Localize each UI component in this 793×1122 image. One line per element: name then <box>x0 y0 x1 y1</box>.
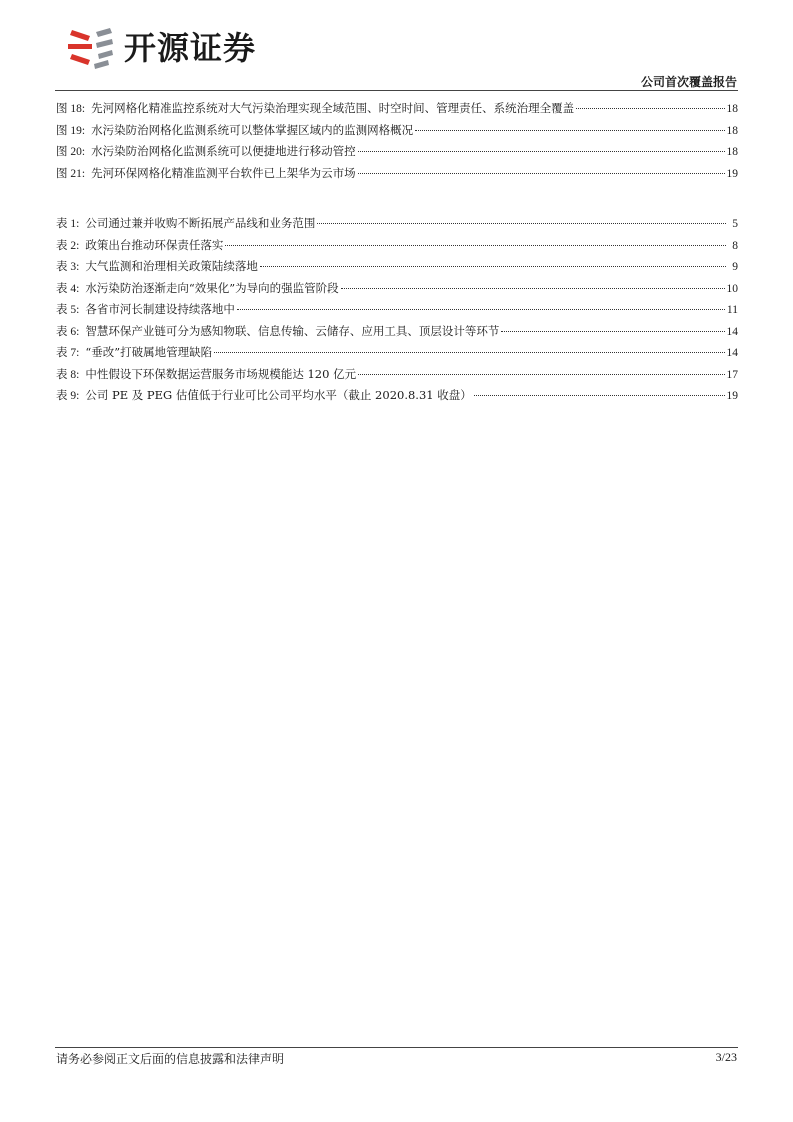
header-divider <box>55 90 738 91</box>
logo-mark-icon <box>66 26 116 70</box>
toc-figure-item[interactable] <box>56 165 738 187</box>
toc-figure-title: 水污染防治网格化监测系统可以便捷地进行移动管控 <box>91 144 356 158</box>
toc-table-page: 14 <box>726 325 738 338</box>
toc-figure-page: 18 <box>726 103 738 115</box>
toc-table-title: “垂改”打破属地管理缺陷 <box>85 345 213 359</box>
dot-leader <box>341 288 725 289</box>
toc-figure-title: 水污染防治网格化监测系统可以整体掌握区域内的监测网格概况 <box>91 122 414 137</box>
footer-divider <box>55 1047 738 1048</box>
toc-table-label: 表 2: <box>56 239 80 252</box>
toc-table-title: 中性假设下环保数据运营服务市场规模能达 120 亿元 <box>85 366 357 381</box>
toc-figure-item[interactable] <box>56 100 738 122</box>
dot-leader <box>358 151 725 152</box>
report-type-label: 公司首次覆盖报告 <box>640 75 737 89</box>
toc-table-item[interactable] <box>56 323 738 345</box>
toc-table-title: 智慧环保产业链可分为感知物联、信息传输、云储存、应用工具、顶层设计等环节 <box>85 323 500 338</box>
toc-figure-label: 图 19: <box>56 124 86 137</box>
table-index <box>56 215 738 409</box>
toc-table-page: 19 <box>726 390 738 402</box>
dot-leader <box>225 245 726 246</box>
toc-figure-page: 18 <box>726 146 738 158</box>
toc-table-page: 14 <box>726 347 738 359</box>
toc-table-item[interactable] <box>56 344 738 366</box>
toc-table-label: 表 9: <box>56 390 80 402</box>
logo-text: 开源证券 <box>124 29 257 67</box>
toc-table-title: 大气监测和治理相关政策陆续落地 <box>85 259 258 273</box>
toc-table-page: 8 <box>732 239 738 252</box>
footer-disclaimer: 请务必参阅正文后面的信息披露和法律声明 <box>56 1052 285 1066</box>
toc-figure-label: 图 18: <box>56 103 86 115</box>
dot-leader <box>576 108 724 109</box>
figure-index <box>56 100 738 186</box>
dot-leader <box>260 266 726 267</box>
toc-table-page: 11 <box>726 304 738 316</box>
toc-table-item[interactable] <box>56 237 738 259</box>
toc-table-label: 表 3: <box>56 261 80 273</box>
toc-table-page: 9 <box>732 261 738 273</box>
toc-table-title: 政策出台推动环保责任落实 <box>85 237 224 252</box>
dot-leader <box>501 331 724 332</box>
toc-table-label: 表 6: <box>56 325 80 338</box>
toc-figure-label: 图 21: <box>56 167 86 180</box>
toc-table-title: 公司 PE 及 PEG 估值低于行业可比公司平均水平（截止 2020.8.31 收盘） <box>85 388 472 402</box>
toc-table-label: 表 5: <box>56 304 80 316</box>
toc-table-item[interactable] <box>56 301 738 323</box>
toc-table-page: 10 <box>726 282 738 295</box>
toc-table-item[interactable] <box>56 387 738 409</box>
toc-figure-item[interactable] <box>56 143 738 165</box>
dot-leader <box>358 173 725 174</box>
page-number: 3/23 <box>715 1050 737 1064</box>
toc-table-title: 各省市河长制建设持续落地中 <box>85 302 235 316</box>
toc-table-item[interactable] <box>56 215 738 237</box>
toc-table-title: 公司通过兼并收购不断拓展产品线和业务范围 <box>85 216 316 230</box>
toc-figure-item[interactable] <box>56 122 738 144</box>
toc-table-page: 5 <box>732 218 738 230</box>
toc-figure-title: 先河环保网格化精准监测平台软件已上架华为云市场 <box>91 165 356 180</box>
dot-leader <box>317 223 726 224</box>
dot-leader <box>415 130 724 131</box>
dot-leader <box>474 395 725 396</box>
toc-figure-page: 19 <box>726 167 738 180</box>
toc-table-item[interactable] <box>56 366 738 388</box>
dot-leader <box>237 309 725 310</box>
toc-table-page: 17 <box>726 368 738 381</box>
toc-table-item[interactable] <box>56 258 738 280</box>
toc-table-title: 水污染防治逐渐走向“效果化”为导向的强监管阶段 <box>85 280 339 295</box>
toc-figure-label: 图 20: <box>56 146 86 158</box>
company-logo <box>66 26 256 70</box>
toc-table-label: 表 7: <box>56 347 80 359</box>
toc-table-item[interactable] <box>56 280 738 302</box>
toc-table-label: 表 4: <box>56 282 80 295</box>
toc-figure-title: 先河网格化精准监控系统对大气污染治理实现全域范围、时空时间、管理责任、系统治理全覆盖 <box>91 101 575 115</box>
dot-leader <box>358 374 724 375</box>
toc-figure-page: 18 <box>726 124 738 137</box>
toc-table-label: 表 8: <box>56 368 80 381</box>
dot-leader <box>214 352 724 353</box>
toc-table-label: 表 1: <box>56 218 80 230</box>
